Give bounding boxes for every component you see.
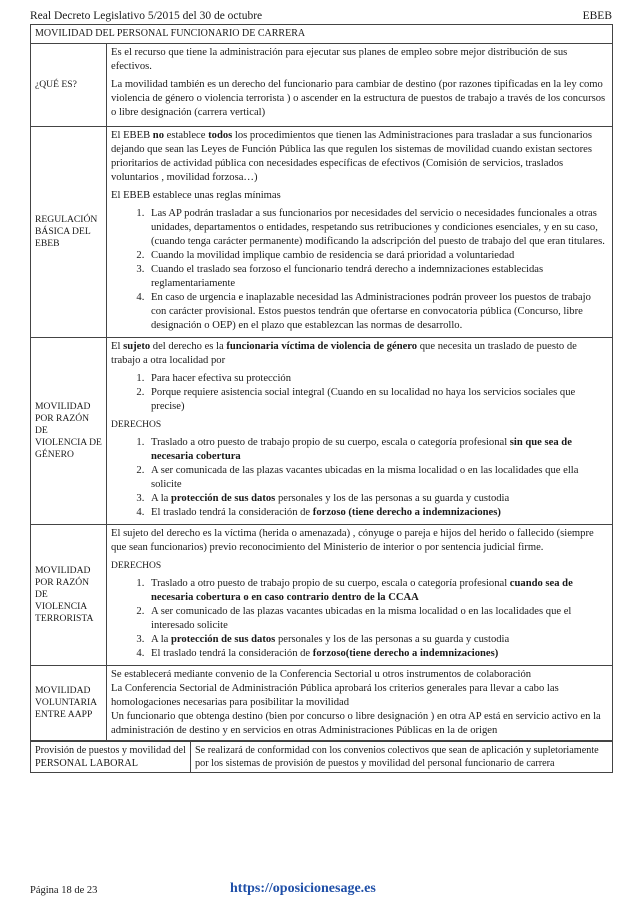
regulacion-p1	[111, 129, 608, 185]
bold-text: forzoso (tiene derecho a indemnizaciones)	[312, 507, 501, 518]
text: Traslado a otro puesto de trabajo propio de su cuerpo, escala o categoría profesional	[151, 578, 510, 589]
laboral-table	[30, 741, 613, 773]
table-title-row	[31, 25, 613, 44]
bold-text: protección de sus datos	[171, 634, 276, 645]
text: El EBEB	[111, 130, 153, 141]
list-item: 1. Para hacer efectiva su protección	[147, 372, 608, 386]
bold-text: funcionaria víctima de violencia de género	[226, 341, 418, 352]
list-item: 3. Cuando el traslado sea forzoso el funcionario tendrá derecho a indemnizaciones establecidas reglamentariamente	[147, 263, 608, 291]
voluntaria-p2: La Conferencia Sectorial de Administración Pública aprobará los criterios generales para llevar a cabo las homologaciones necesarias para posibilitar la movilidad	[111, 683, 559, 708]
text: los procedimientos que tienen las Administraciones para trasladar a sus funcionarios dejando que sean las Leyes de Función Pública las que regulen los sistemas de movilidad cuando existan sectores prioritarios de actividad pública con necesidades específicas de efectivos (Comisión de servicios, traslados voluntarios , movilidad forzosa…)	[111, 130, 593, 183]
header-right-text: EBEB	[582, 10, 612, 22]
list-item: 1. Las AP podrán trasladar a sus funcionarios por necesidades del servicio o necesidades funcionales a otras unidades, departamentos o entidades, respetando sus retribuciones y condiciones esenciales, y en su caso, (cuando tenga carácter permanente) modificando la adscripción del puesto de trabajo del que eran titulares.	[147, 207, 608, 249]
voluntaria-p1: Se establecerá mediante convenio de la Conferencia Sectorial u otros instrumentos de colaboración	[111, 669, 532, 680]
bold-text: protección de sus datos	[171, 493, 276, 504]
list-item: 2. A ser comunicada de las plazas vacantes ubicadas en la misma localidad o en las localidades que ella solicite	[147, 464, 608, 492]
genero-p1	[111, 340, 608, 368]
table-title: MOVILIDAD DEL PERSONAL FUNCIONARIO DE CARRERA	[31, 25, 613, 44]
bold-text: todos	[208, 130, 233, 141]
content-voluntaria	[107, 666, 613, 741]
content-laboral: Se realizará de conformidad con los convenios colectivos que sean de aplicación y supletoriamente por los sistemas de provisión de puestos y movilidad del personal funcionario de carrera	[191, 742, 613, 773]
text: Traslado a otro puesto de trabajo propio de su cuerpo, escala o categoría profesional	[151, 437, 510, 448]
list-item: 4. En caso de urgencia e inaplazable necesidad las Administraciones podrán proveer los puestos de trabajo con carácter provisional. Estos puestos tendrán que ofertarse en convocatoria pública (Concurso, libre designación o OEP) en el plazo que establezcan las normas de desarrollo.	[147, 291, 608, 333]
genero-derechos-label: DERECHOS	[111, 420, 162, 430]
list-item: 2. Porque requiere asistencia social integral (Cuando en su localidad no haya los servicios sociales que precise)	[147, 386, 608, 414]
label-laboral: Provisión de puestos y movilidad del PERSONAL LABORAL	[31, 742, 191, 773]
text: El	[111, 341, 124, 352]
label-regulacion: REGULACIÓN BÁSICA DEL EBEB	[31, 127, 107, 338]
list-item: 2. A ser comunicado de las plazas vacantes ubicadas en la misma localidad o en las localidades que el interesado solicite	[147, 605, 608, 633]
regulacion-p2: El EBEB establece unas reglas mínimas	[111, 190, 281, 201]
genero-reasons	[111, 372, 608, 414]
label-que-es: ¿QUÉ ES?	[31, 44, 107, 127]
genero-rights	[111, 436, 608, 520]
bold-text: forzoso(tiene derecho a indemnizaciones)	[312, 648, 499, 659]
text: que necesita un traslado de puesto de trabajo a otra localidad por	[111, 341, 577, 366]
voluntaria-p3: Un funcionario que obtenga destino (bien por concurso o libre designación ) en otra AP está en servicio activo en la administración de destino y en servicios en otras Administraciones Públicas en la de origen	[111, 711, 601, 736]
text: personales y los de las personas a su guarda y custodia	[275, 493, 510, 504]
text: El traslado tendrá la consideración de	[151, 507, 313, 518]
content-regulacion	[107, 127, 613, 338]
que-es-p2: La movilidad también es un derecho del funcionario para cambiar de destino (por razones tipificadas en la ley como violencia de género o violencia terrorista ) o ascender en la estructura de puestos de trabajo a través de los concursos o libre designación (carrera vertical)	[111, 79, 606, 118]
list-item	[147, 633, 608, 647]
terrorista-rights	[111, 577, 608, 661]
page-number: Página 18 de 23	[30, 885, 98, 896]
list-item: 2. Cuando la movilidad implique cambio de residencia se dará prioridad a voluntariedad	[147, 249, 608, 263]
label-genero: MOVILIDAD POR RAZÓN DE VIOLENCIA DE GÉNERO	[31, 338, 107, 525]
row-genero	[31, 338, 613, 525]
label-voluntaria: MOVILIDAD VOLUNTARIA ENTRE AAPP	[31, 666, 107, 741]
content-terrorista	[107, 525, 613, 666]
text: personales y los de las personas a su guarda y custodia	[275, 634, 510, 645]
row-regulacion	[31, 127, 613, 338]
bold-text: sin que sea de necesaria cobertura	[151, 437, 572, 462]
website-link[interactable]: https://oposicionesage.es	[230, 881, 376, 896]
list-item	[147, 492, 608, 506]
terrorista-p1: El sujeto del derecho es la víctima (herida o amenazada) , cónyuge o pareja e hijos del herido o fallecido (siempre que sean funcionarios) previo reconocimiento del Ministerio de interior o por sentencia judicial firme.	[111, 528, 594, 553]
text: A la	[151, 634, 172, 645]
row-laboral	[31, 742, 613, 773]
terrorista-derechos-label: DERECHOS	[111, 561, 162, 571]
content-que-es	[107, 44, 613, 127]
row-terrorista	[31, 525, 613, 666]
row-voluntaria	[31, 666, 613, 741]
que-es-p1: Es el recurso que tiene la administración para ejecutar sus planes de empleo sobre mejor distribución de sus efectivos.	[111, 47, 568, 72]
text: establece	[164, 130, 209, 141]
document-body	[30, 24, 612, 773]
header-left-text: Real Decreto Legislativo 5/2015 del 30 de octubre	[30, 10, 263, 22]
list-item	[147, 506, 608, 520]
row-que-es	[31, 44, 613, 127]
text: A la	[151, 493, 172, 504]
list-item	[147, 577, 608, 605]
mobility-table	[30, 24, 613, 741]
list-item	[147, 436, 608, 464]
regulacion-list	[111, 207, 608, 333]
page-header	[30, 6, 612, 22]
label-terrorista: MOVILIDAD POR RAZÓN DE VIOLENCIA TERRORISTA	[31, 525, 107, 666]
list-item	[147, 647, 608, 661]
bold-text: sujeto	[123, 341, 151, 352]
text: del derecho es la	[150, 341, 227, 352]
content-genero	[107, 338, 613, 525]
bold-text: cuando sea de necesaria cobertura o en caso contrario dentro de la CCAA	[151, 578, 573, 603]
bold-text: no	[152, 130, 164, 141]
text: El traslado tendrá la consideración de	[151, 648, 313, 659]
